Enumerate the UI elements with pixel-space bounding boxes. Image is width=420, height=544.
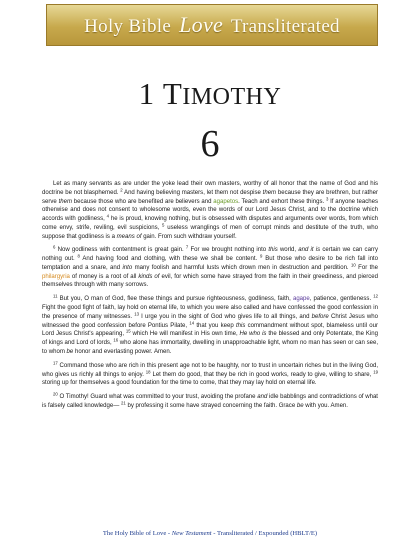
book-name-rest: IMOTHY xyxy=(182,84,282,110)
verse-text: which He will manifest in His own time, xyxy=(130,331,240,338)
header-banner xyxy=(46,4,378,46)
verse-text: with you. Amen. xyxy=(303,403,348,409)
chapter-number: 6 xyxy=(200,123,220,165)
greek-word: agape xyxy=(292,296,310,303)
paragraph xyxy=(42,180,378,241)
paragraph xyxy=(42,393,378,411)
paragraph xyxy=(42,295,378,356)
verse-text: Command those who are rich in this present age not to be haughty, nor to trust in uncertain riches but in the living God, who gives us richly all things to enjoy. xyxy=(42,362,378,378)
italic-text: means of xyxy=(116,233,142,240)
verse-text: . Teach and exhort these things. xyxy=(238,198,326,205)
italic-text: this xyxy=(268,247,278,254)
verse-text: evil, for which some have strayed from the faith in their greediness, and pierced themselves through with many sorrows. xyxy=(42,273,378,289)
banner-transliterated: Transliterated xyxy=(230,16,340,37)
verse-text: gain. From such withdraw yourself. xyxy=(141,233,237,240)
verse-text: , patience, gentleness. xyxy=(309,296,374,303)
verse-text: many foolish and harmful lusts which drown men in destruction and perdition. xyxy=(132,264,351,271)
italic-text: into xyxy=(122,264,133,271)
verse-number: 10 xyxy=(351,262,356,268)
italic-text: and xyxy=(257,394,268,401)
verse-number: 13 xyxy=(134,311,139,317)
verse-number: 9 xyxy=(260,253,263,259)
verse-number: 20 xyxy=(53,391,58,397)
banner-title xyxy=(84,12,340,38)
italic-text: before xyxy=(311,313,329,320)
verse-text: who alone has immortality, dwelling in unapproachable light, whom no man has seen or can see, to whom xyxy=(42,340,378,355)
verse-text: storing up for themselves a good foundation for the time to come, that they may lay hold on eternal life. xyxy=(42,380,317,387)
verse-text: And having food and clothing, with these we shall be content. xyxy=(79,256,261,263)
greek-word: agapetos xyxy=(213,198,239,205)
verse-text: useless wranglings of men of corrupt minds and destitute of the truth, who suppose that godliness is a xyxy=(42,224,378,240)
banner-holy-bible: Holy Bible xyxy=(84,16,172,37)
verse-text: Let as many servants as are under the yoke lead their own masters, worthy of all honor that the name of God and his doctrine be not blasphemed. xyxy=(42,181,378,196)
book-number: 1 xyxy=(138,76,155,111)
verse-number: 6 xyxy=(53,245,56,251)
italic-text: kinds of xyxy=(138,273,160,280)
verse-text: If anyone teaches otherwise and does not consent to wholesome words, even the words of our Lord Jesus Christ, and to the doctrine which accords with godliness, xyxy=(42,198,378,222)
verse-text: world, xyxy=(277,247,299,254)
verse-number: 14 xyxy=(189,320,195,326)
verse-text: Now godliness with contentment is great gain. xyxy=(55,247,186,254)
verse-text: Let them do good, that they be rich in good works, ready to give, willing to share, xyxy=(150,371,374,378)
book-title xyxy=(0,76,420,112)
verse-text: Christ Jesus who witnessed the good confession before Pontius Pilate, xyxy=(42,313,378,329)
verse-number: 11 xyxy=(53,294,58,300)
paragraph xyxy=(42,362,378,388)
verse-text: For the xyxy=(355,264,379,271)
verse-number: 19 xyxy=(373,369,379,375)
verse-number: 21 xyxy=(121,400,126,406)
verse-number: 2 xyxy=(120,187,123,193)
footer-edition: - Transliterated / Expounded (HBLT/E) xyxy=(211,530,318,537)
verse-text: I urge you in the sight of God who gives life to all things, and xyxy=(139,313,312,320)
verse-text: the blessed and only Potentate, the King of kings and Lord of lords, xyxy=(42,331,378,347)
scripture-text xyxy=(42,180,378,416)
italic-text: them xyxy=(262,189,277,196)
verse-number: 4 xyxy=(106,213,110,219)
verse-text: O Timothy! Guard what was committed to your trust, avoiding the profane xyxy=(57,394,258,401)
verse-text: certain we can carry nothing out. xyxy=(42,247,378,263)
verse-text: he is proud, knowing nothing, but is obsessed with disputes and arguments over words, from which come envy, strife, reviling, evil suspicions, xyxy=(42,216,378,231)
verse-text: that you keep xyxy=(194,322,236,329)
verse-text: But those who desire to be rich fall into temptation and a snare, and xyxy=(42,256,378,271)
paragraph xyxy=(42,246,378,290)
verse-text: honor and everlasting power. Amen. xyxy=(73,348,172,355)
verse-number: 15 xyxy=(125,329,131,335)
verse-text: For we brought nothing into xyxy=(188,247,269,254)
verse-text: of money is a root of all xyxy=(69,273,139,280)
verse-text: by professing it some have strayed concerning the faith. Grace xyxy=(125,403,297,409)
italic-text: them xyxy=(58,198,73,205)
verse-number: 12 xyxy=(373,294,378,300)
verse-text: idle babblings and contradictions of what is falsely called knowledge— xyxy=(42,394,378,409)
footer-testament: New Testament xyxy=(171,530,212,537)
italic-text: and it is xyxy=(298,247,321,254)
italic-text: He who is xyxy=(239,331,267,338)
italic-text: this xyxy=(235,322,246,329)
verse-number: 18 xyxy=(145,369,151,375)
verse-text: because they are brethren, but rather serve xyxy=(42,189,378,205)
verse-number: 5 xyxy=(162,222,165,228)
verse-number: 3 xyxy=(325,196,329,202)
book-name-initial: T xyxy=(162,76,183,111)
footer-title: The Holy Bible of Love - xyxy=(102,530,172,537)
verse-text: because those who are benefited are believers and xyxy=(72,198,214,205)
verse-text: commandment without spot, blameless until our Lord Jesus Christ's appearing, xyxy=(42,322,378,338)
banner-love: Love xyxy=(179,12,224,37)
verse-number: 7 xyxy=(185,245,189,251)
italic-text: be xyxy=(66,348,74,355)
verse-text: And having believing masters, let them not despise xyxy=(122,189,263,196)
verse-number: 16 xyxy=(113,337,119,343)
verse-number: 17 xyxy=(53,360,58,366)
verse-text: Fight the good fight of faith, lay hold on eternal life, to which you were also called and have confessed the good confession in the presence of many witnesses. xyxy=(42,305,378,320)
verse-text: But you, O man of God, flee these things and pursue righteousness, godliness, faith, xyxy=(57,296,293,303)
italic-text: be xyxy=(296,403,304,409)
verse-number: 8 xyxy=(77,253,80,259)
page-footer xyxy=(0,530,420,537)
greek-word: philargyria xyxy=(42,273,70,280)
